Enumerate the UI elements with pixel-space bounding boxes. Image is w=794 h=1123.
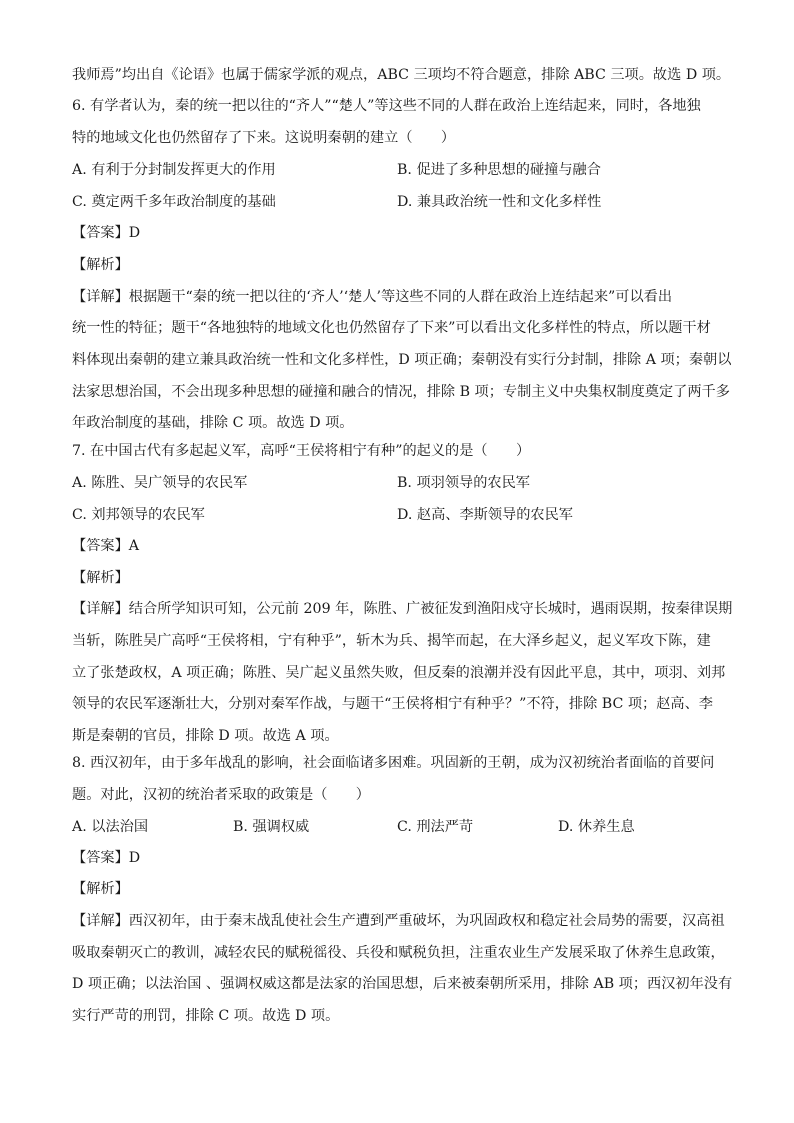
question-7-option-c: C. 刘邦领导的农民军 [72, 507, 205, 523]
question-7-explanation: 立了张楚政权，A 项正确；陈胜、吴广起义虽然失败，但反秦的浪潮并没有因此平息，其中，项羽、刘邦 [72, 665, 726, 681]
question-6-answer: 【答案】D [72, 225, 141, 241]
question-6-analysis-heading: 【解析】 [72, 257, 129, 273]
question-7-analysis-heading: 【解析】 [72, 570, 129, 586]
question-7-option-a: A. 陈胜、吴广领导的农民军 [72, 475, 248, 491]
text-line: 我师焉”均出自《论语》也属于儒家学派的观点，ABC 三项均不符合题意，排除 ABC 三项。故选 D 项。 [72, 67, 731, 83]
question-6-explanation: 【详解】根据题干“秦的统一把以往的‘齐人’‘楚人’等这些不同的人群在政治上连结起来”可以看出 [72, 289, 673, 305]
question-6-explanation: 法家思想治国，不会出现多种思想的碰撞和融合的情况，排除 B 项；专制主义中央集权制度奠定了两千多 [72, 384, 730, 400]
question-8-explanation: D 项正确；以法治国 、强调权威这都是法家的治国思想，后来被秦朝所采用，排除 AB 项；西汉初年没有 [72, 976, 732, 992]
question-6-stem-cont: 特的地域文化也仍然留存了下来。这说明秦朝的建立（ ） [72, 130, 456, 146]
question-8-analysis-heading: 【解析】 [72, 881, 129, 897]
question-8-option-d: D. 休养生息 [558, 819, 635, 835]
question-7-answer: 【答案】A [72, 538, 139, 554]
question-8-option-c: C. 刑法严苛 [397, 819, 474, 835]
question-7-explanation: 斯是秦朝的官员，排除 D 项。故选 A 项。 [72, 728, 339, 744]
question-6-option-b: B. 促进了多种思想的碰撞与融合 [397, 162, 601, 178]
question-6-option-a: A. 有利于分封制发挥更大的作用 [72, 162, 276, 178]
question-6-stem: 6. 有学者认为，秦的统一把以往的“齐人”“楚人”等这些不同的人群在政治上连结起来，同时，各地独 [72, 98, 701, 114]
question-8-explanation: 【详解】西汉初年，由于秦末战乱使社会生产遭到严重破坏，为巩固政权和稳定社会局势的需要，汉高祖 [72, 913, 725, 929]
question-6-explanation: 年政治制度的基础，排除 C 项。故选 D 项。 [72, 415, 354, 431]
question-8-stem-cont: 题。对此，汉初的统治者采取的政策是（ ） [72, 787, 370, 803]
question-6-option-d: D. 兼具政治统一性和文化多样性 [397, 194, 602, 210]
question-8-explanation: 吸取秦朝灭亡的教训，减轻农民的赋税徭役、兵役和赋税负担，注重农业生产发展采取了休养生息政策， [72, 945, 725, 961]
question-7-explanation: 领导的农民军逐渐壮大，分别对秦军作战，与题干“王侯将相宁有种乎？”不符，排除 BC 项；赵高、李 [72, 696, 713, 712]
question-8-option-a: A. 以法治国 [72, 819, 149, 835]
question-6-option-c: C. 奠定两千多年政治制度的基础 [72, 194, 276, 210]
question-6-explanation: 料体现出秦朝的建立兼具政治统一性和文化多样性，D 项正确；秦朝没有实行分封制，排除 A 项；秦朝以 [72, 352, 732, 368]
question-7-stem: 7. 在中国古代有多起起义军，高呼“王侯将相宁有种”的起义的是（ ） [72, 443, 531, 459]
question-8-answer: 【答案】D [72, 850, 141, 866]
question-6-explanation: 统一性的特征；题干“各地独特的地域文化也仍然留存了下来”可以看出文化多样性的特点，所以题干材 [72, 320, 711, 336]
question-7-explanation: 【详解】结合所学知识可知，公元前 209 年，陈胜、广被征发到渔阳戍守长城时，遇雨误期，按秦律误期 [72, 601, 732, 617]
question-7-option-d: D. 赵高、李斯领导的农民军 [397, 507, 573, 523]
question-8-explanation: 实行严苛的刑罚，排除 C 项。故选 D 项。 [72, 1008, 340, 1024]
question-8-stem: 8. 西汉初年，由于多年战乱的影响，社会面临诸多困难。巩固新的王朝，成为汉初统治者面临的首要问 [72, 755, 715, 771]
question-7-explanation: 当斩，陈胜吴广高呼“王侯将相，宁有种乎”，斩木为兵、揭竿而起，在大泽乡起义，起义军攻下陈，建 [72, 633, 711, 649]
question-7-option-b: B. 项羽领导的农民军 [397, 475, 530, 491]
question-8-option-b: B. 强调权威 [233, 819, 310, 835]
